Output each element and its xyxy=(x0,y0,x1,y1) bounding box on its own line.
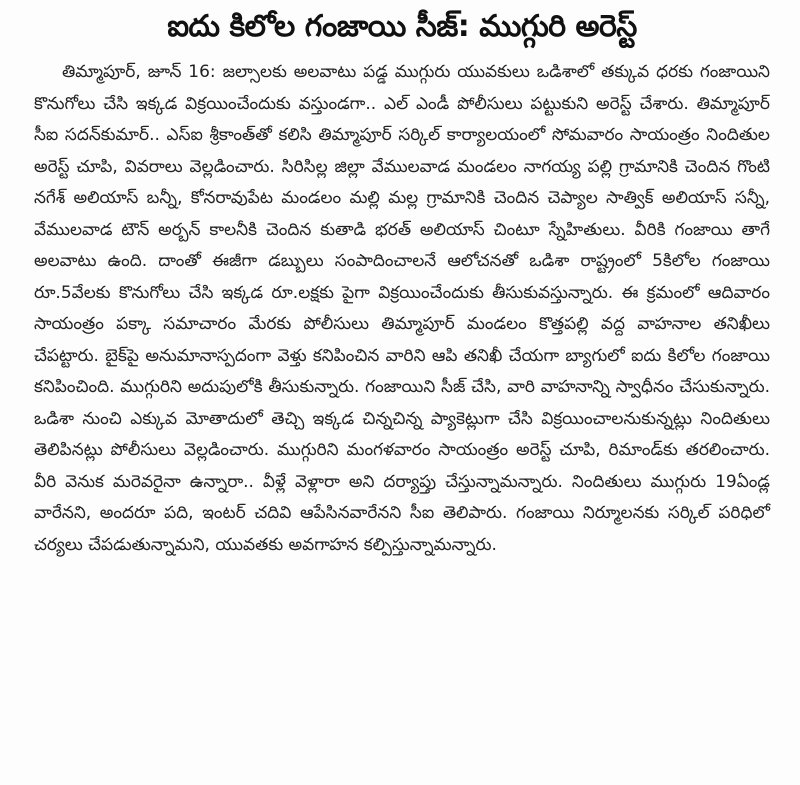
headline-divider xyxy=(34,52,770,53)
article-headline: ఐదు కిలోల గంజాయి సీజ్: ముగ్గురి అరెస్ట్ xyxy=(167,9,637,44)
article-body: తిమ్మాపూర్, జూన్ 16: జల్సాలకు అలవాటు పడ్డ ముగ్గురు యువకులు ఒడిశాలో తక్కువ ధరకు గంజాయిని కొనుగోలు చేసి ఇక్కడ విక్రయించేందుకు వస్తుండగా.. ఎల్ ఎండీ పోలీసులు పట్టుకుని అరెస్ట్ చేశారు. తిమ్మాపూర్ సీఐ సదన్‌కుమార్.. ఎస్ఐ శ్రీకాంత్‌తో కలిసి తిమ్మాపూర్ సర్కిల్ కార్యాలయంలో సోమవారం సాయంత్రం నిందితుల అరెస్ట్ చూపి, వివరాలు వెల్లడించారు. సిరిసిల్ల జిల్లా వేములవాడ మండలం నాగయ్య పల్లి గ్రామానికి చెందిన గొంటి నగేశ్ అలియాస్ బన్నీ, కోనరావుపేట మండలం మల్లి మల్ల గ్రామానికి చెందిన చెప్యాల సాత్విక్ అలియాస్ సన్నీ, వేములవాడ టౌన్ అర్బన్ కాలనీకి చెందిన కుతాడి భరత్ అలియాస్ చింటూ స్నేహితులు. వీరికి గంజాయి తాగే అలవాటు ఉంది. దాంతో ఈజీగా డబ్బులు సంపాదించాలనే ఆలోచనతో ఒడిశా రాష్ట్రంలో 5కిలోల గంజాయి రూ.5వేలకు కొనుగోలు చేసి ఇక్కడ రూ.లక్షకు పైగా విక్రయించేందుకు తీసుకువస్తున్నారు. ఈ క్రమంలో ఆదివారం సాయంత్రం పక్కా సమాచారం మేరకు పోలీసులు తిమ్మాపూర్ మండలం కొత్తపల్లి వద్ద వాహనాల తనిఖీలు చేపట్టారు. బైక్‌పై అనుమానాస్పదంగా వెళ్తు కనిపించిన వారిని ఆపి తనిఖీ చేయగా బ్యాగులో ఐదు కిలోల గంజాయి కనిపించింది. ముగ్గురిని అదుపులోకి తీసుకున్నారు. గంజాయిని సీజ్ చేసి, వారి వాహనాన్ని స్వాధీనం చేసుకున్నారు. ఒడిశా నుంచి ఎక్కువ మోతాదులో తెచ్చి ఇక్కడ చిన్నచిన్న ప్యాకెట్లుగా చేసి విక్రయించాలనుకున్నట్లు నిందితులు తెలిపినట్లు పోలీసులు వెల్లడించారు. ముగ్గురిని మంగళవారం సాయంత్రం అరెస్ట్ చూపి, రిమాండ్‌కు తరలించారు. వీరి వెనుక మరెవరైనా ఉన్నారా.. వీళ్లే వెళ్లారా అని దర్యాప్తు చేస్తున్నామన్నారు. నిందితులు ముగ్గురు 19ఏండ్ల వారేనని, అందరూ పది, ఇంటర్ చదివి ఆపేసినవారేనని సీఐ తెలిపారు. గంజాయి నిర్మూలనకు సర్కిల్ పరిధిలో చర్యలు చేపడుతున్నామని, యువతకు అవగాహన కల్పిస్తున్నామన్నారు. xyxy=(34,62,770,555)
